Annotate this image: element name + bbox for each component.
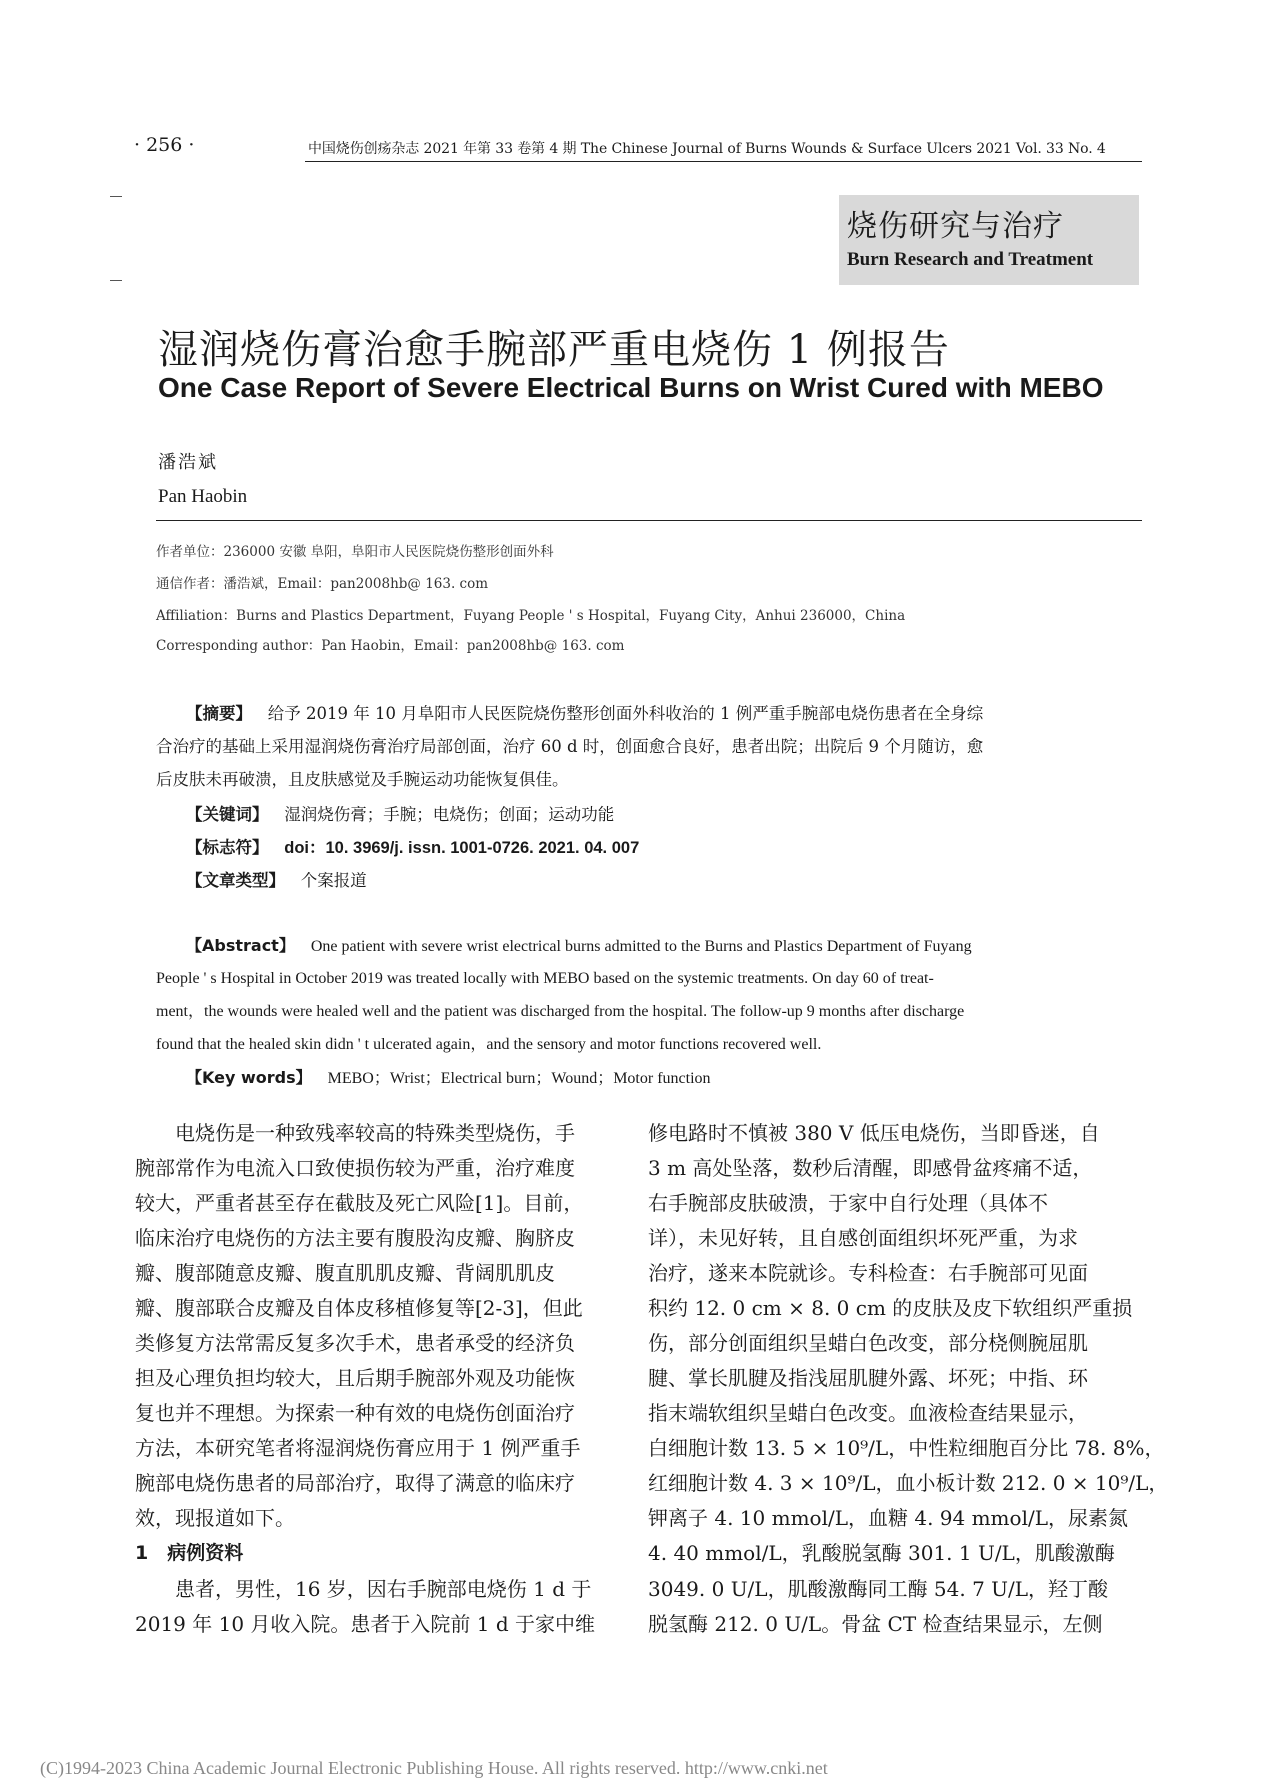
body-line: 担及心理负担均较大，且后期手腕部外观及功能恢 bbox=[135, 1366, 575, 1390]
abstract-zh bbox=[156, 697, 1142, 897]
body-line: 腕部常作为电流入口致使损伤较为严重，治疗难度 bbox=[135, 1156, 575, 1180]
body-line: 积约 12. 0 cm × 8. 0 cm 的皮肤及皮下软组织严重损 bbox=[648, 1296, 1133, 1320]
journal-header: 中国烧伤创疡杂志 2021 年第 33 卷第 4 期 The Chinese Journal of Burns Wounds & Surface Ulcers 2021 Vol. 33 No. 4 bbox=[308, 141, 1106, 157]
page-number: · 256 · bbox=[134, 134, 195, 156]
abstract-en bbox=[156, 929, 1142, 1099]
body-line: 腕部电烧伤患者的局部治疗，取得了满意的临床疗 bbox=[135, 1471, 575, 1495]
section-title-zh: 烧伤研究与治疗 bbox=[847, 209, 1064, 244]
body-line: 瓣、腹部随意皮瓣、腹直肌肌皮瓣、背阔肌肌皮 bbox=[135, 1261, 555, 1285]
margin-tick bbox=[110, 196, 122, 197]
section-title-en: Burn Research and Treatment bbox=[847, 249, 1094, 270]
body-line: 治疗，遂来本院就诊。专科检查：右手腕部可见面 bbox=[648, 1261, 1088, 1285]
corresponding-en: Corresponding author：Pan Haobin，Email：pan2008hb@ 163. com bbox=[156, 638, 625, 654]
keywords-zh: 湿润烧伤膏；手腕；电烧伤；创面；运动功能 bbox=[284, 805, 615, 824]
doi: doi：10. 3969/j. issn. 1001-0726. 2021. 04. 007 bbox=[284, 839, 640, 857]
copyright-footer: (C)1994-2023 China Academic Journal Electronic Publishing House. All rights reserved. http://www.cnki.net bbox=[40, 1758, 828, 1778]
body-line: 修电路时不慎被 380 V 低压电烧伤，当即昏迷，自 bbox=[648, 1121, 1100, 1145]
body-line: 红细胞计数 4. 3 × 10⁹/L，血小板计数 212. 0 × 10⁹/L， bbox=[648, 1471, 1169, 1495]
margin-tick bbox=[110, 280, 122, 281]
abstract-zh-label: 【摘要】 bbox=[186, 704, 252, 723]
body-line: 右手腕部皮肤破溃，于家中自行处理（具体不 bbox=[648, 1191, 1048, 1215]
body-line: 伤，部分创面组织呈蜡白色改变，部分桡侧腕屈肌 bbox=[648, 1331, 1088, 1355]
article-type-label: 【文章类型】 bbox=[186, 871, 285, 890]
body-line: 指末端软组织呈蜡白色改变。血液检查结果显示， bbox=[648, 1401, 1088, 1425]
body-line: 腱、掌长肌腱及指浅屈肌腱外露、坏死；中指、环 bbox=[648, 1366, 1088, 1390]
body-line: 效，现报道如下。 bbox=[135, 1506, 295, 1530]
body-line: 患者，男性，16 岁，因右手腕部电烧伤 1 d 于 bbox=[135, 1577, 592, 1601]
body-line: 脱氢酶 212. 0 U/L。骨盆 CT 检查结果显示，左侧 bbox=[648, 1612, 1103, 1636]
article-type: 个案报道 bbox=[300, 871, 367, 890]
author-zh: 潘浩斌 bbox=[158, 452, 218, 473]
body-line: 详），未见好转，且自感创面组织坏死严重，为求 bbox=[648, 1226, 1078, 1250]
keywords-en: MEBO；Wrist；Electrical burn；Wound；Motor function bbox=[327, 1070, 711, 1087]
body-line: 3 m 高处坠落，数秒后清醒，即感骨盆疼痛不适， bbox=[648, 1156, 1093, 1180]
abstract-en-line: found that the healed skin didn ' t ulcerated again，and the sensory and motor functions recovered well. bbox=[156, 1036, 822, 1053]
keywords-zh-label: 【关键词】 bbox=[186, 805, 269, 824]
article-title-en: One Case Report of Severe Electrical Burns on Wrist Cured with MEBO bbox=[158, 372, 1104, 403]
abstract-zh-line: 合治疗的基础上采用湿润烧伤膏治疗局部创面，治疗 60 d 时，创面愈合良好，患者出院；出院后 9 个月随访，愈 bbox=[156, 737, 984, 756]
body-line: 方法，本研究笔者将湿润烧伤膏应用于 1 例严重手 bbox=[135, 1436, 581, 1460]
affiliation-en: Affiliation：Burns and Plastics Department，Fuyang People ' s Hospital，Fuyang City，Anhui 236000，China bbox=[156, 608, 906, 624]
abstract-en-line: One patient with severe wrist electrical burns admitted to the Burns and Plastics Department of Fuyang bbox=[310, 938, 972, 955]
section-heading-1: 1 病例资料 bbox=[135, 1542, 244, 1564]
author-en: Pan Haobin bbox=[158, 486, 248, 507]
affiliation-zh: 作者单位：236000 安徽 阜阳，阜阳市人民医院烧伤整形创面外科 bbox=[156, 544, 554, 560]
abstract-en-label: 【Abstract】 bbox=[186, 936, 295, 955]
author-rule bbox=[156, 520, 1142, 521]
abstract-zh-line: 后皮肤未再破溃，且皮肤感觉及手腕运动功能恢复俱佳。 bbox=[156, 770, 569, 789]
body-line: 钾离子 4. 10 mmol/L，血糖 4. 94 mmol/L，尿素氮 bbox=[648, 1506, 1128, 1530]
body-right-column bbox=[648, 1116, 1169, 1676]
doi-label: 【标志符】 bbox=[186, 838, 269, 857]
body-line: 白细胞计数 13. 5 × 10⁹/L，中性粒细胞百分比 78. 8%， bbox=[648, 1436, 1165, 1460]
section-banner bbox=[839, 195, 1139, 285]
header-rule bbox=[305, 161, 1142, 162]
abstract-zh-line: 给予 2019 年 10 月阜阳市人民医院烧伤整形创面外科收治的 1 例严重手腕部电烧伤患者在全身综 bbox=[267, 704, 984, 723]
article-title-zh: 湿润烧伤膏治愈手腕部严重电烧伤 1 例报告 bbox=[158, 327, 950, 373]
abstract-en-line: ment，the wounds were healed well and the patient was discharged from the hospital. The follow-up 9 months after discharge bbox=[156, 1003, 965, 1020]
body-line: 临床治疗电烧伤的方法主要有腹股沟皮瓣、胸脐皮 bbox=[135, 1226, 575, 1250]
keywords-en-label: 【Key words】 bbox=[186, 1068, 312, 1087]
corresponding-zh: 通信作者：潘浩斌，Email：pan2008hb@ 163. com bbox=[156, 576, 489, 592]
body-line: 较大，严重者甚至存在截肢及死亡风险[1]。目前， bbox=[135, 1191, 584, 1215]
body-line: 3049. 0 U/L，肌酸激酶同工酶 54. 7 U/L，羟丁酸 bbox=[648, 1577, 1109, 1601]
body-line: 瓣、腹部联合皮瓣及自体皮移植修复等[2-3]，但此 bbox=[135, 1296, 583, 1320]
body-left-column bbox=[135, 1116, 596, 1676]
abstract-en-line: People ' s Hospital in October 2019 was treated locally with MEBO based on the systemic treatments. On day 60 of treat- bbox=[156, 970, 934, 987]
body-line: 电烧伤是一种致残率较高的特殊类型烧伤，手 bbox=[135, 1121, 575, 1145]
body-line: 类修复方法常需反复多次手术，患者承受的经济负 bbox=[135, 1331, 575, 1355]
body-line: 2019 年 10 月收入院。患者于入院前 1 d 于家中维 bbox=[135, 1612, 596, 1636]
body-line: 4. 40 mmol/L，乳酸脱氢酶 301. 1 U/L，肌酸激酶 bbox=[648, 1541, 1115, 1565]
body-line: 复也并不理想。为探索一种有效的电烧伤创面治疗 bbox=[135, 1401, 575, 1425]
